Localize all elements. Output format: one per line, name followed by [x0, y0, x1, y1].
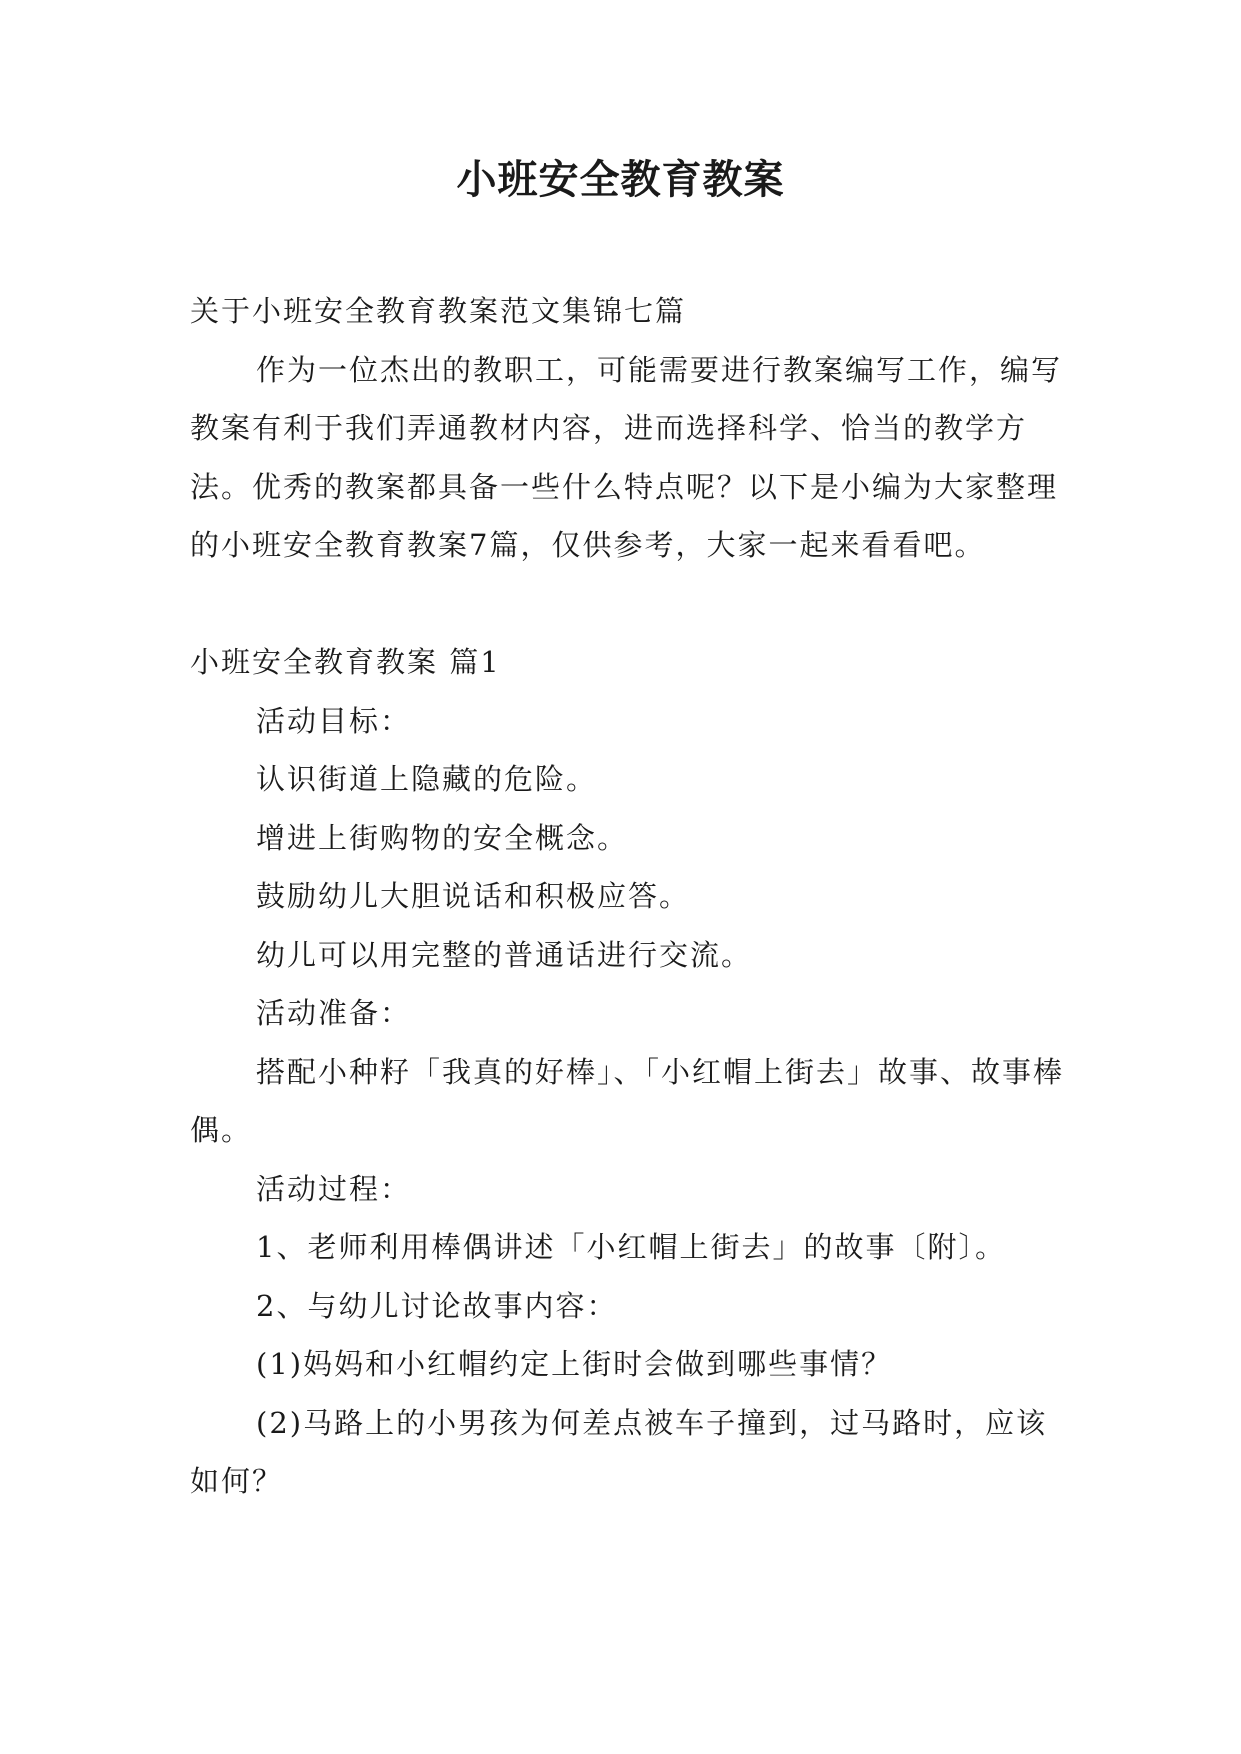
- paragraph-process-step-1: 1、老师利用棒偶讲述「小红帽上街去」的故事〔附〕。: [256, 1230, 1006, 1264]
- paragraph-preparation-heading: 活动准备：: [256, 996, 412, 1030]
- paragraph-process-heading: 活动过程：: [256, 1171, 412, 1206]
- paragraph-goal-2: 增进上街购物的安全概念。: [256, 820, 629, 855]
- intro-paragraph: 作为一位杰出的教职工，可能需要进行教案编写工作，编写教案有利于我们弄通教材内容，进而选择科学、恰当的教学方法。优秀的教案都具备一些什么特点呢？以下是小编为大家整理的小班安全教育教案7篇，仅供参考，大家一起来看看吧。: [190, 352, 1063, 562]
- document-body: [190, 282, 1070, 1511]
- paragraph-activity-goals-heading: 活动目标：: [256, 703, 412, 738]
- paragraph-goal-1: 认识街道上隐藏的危险。: [256, 762, 598, 796]
- paragraph-goal-4: 幼儿可以用完整的普通话进行交流。: [256, 937, 753, 972]
- paragraph-gap: [190, 575, 1070, 634]
- paragraph-question-2: (2)马路上的小男孩为何差点被车子撞到，过马路时，应该如何？: [190, 1405, 1048, 1498]
- paragraph-process-step-2: 2、与幼儿讨论故事内容：: [256, 1288, 618, 1323]
- paragraph-goal-3: 鼓励幼儿大胆说话和积极应答。: [256, 879, 691, 913]
- section-heading: 小班安全教育教案 篇1: [190, 645, 501, 679]
- document-subtitle: 关于小班安全教育教案范文集锦七篇: [190, 294, 687, 328]
- paragraph-question-1: (1)妈妈和小红帽约定上街时会做到哪些事情？: [256, 1347, 893, 1381]
- paragraph-preparation: 搭配小种籽「我真的好棒」、「小红帽上街去」故事、故事棒偶。: [190, 1054, 1065, 1147]
- document-title: 小班安全教育教案: [456, 157, 785, 203]
